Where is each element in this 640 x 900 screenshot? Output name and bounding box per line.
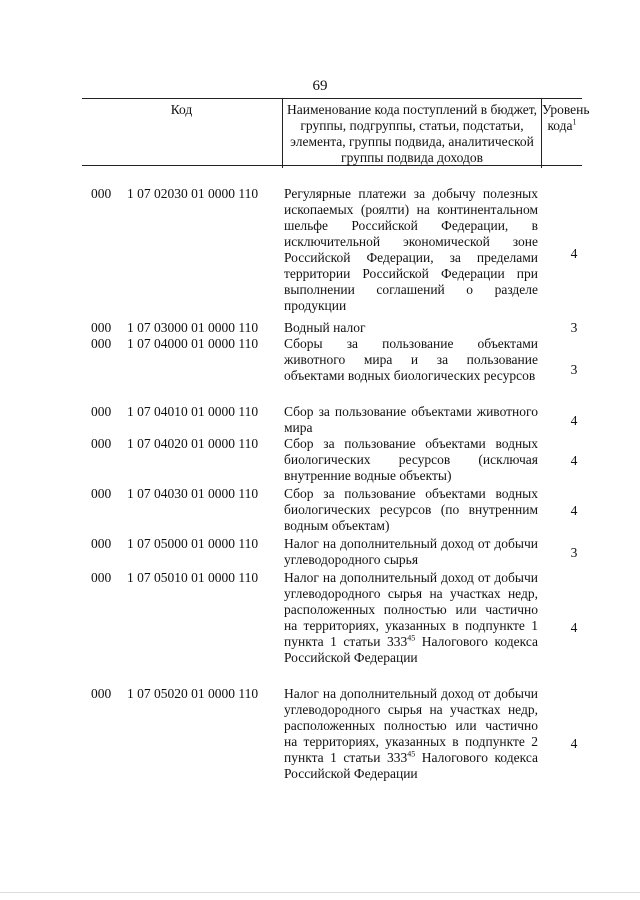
header-level-footnote: 1 [572, 117, 577, 127]
header-code: Код [170, 102, 193, 117]
row-code: 1 07 03000 01 0000 110 [127, 320, 259, 335]
row-code: 1 07 04030 01 0000 110 [127, 486, 259, 501]
row-level: 4 [570, 413, 578, 428]
row-prefix: 000 [91, 404, 112, 419]
row-name: Сбор за пользование объектами животного мира [284, 404, 538, 435]
row-name-superscript: 45 [407, 749, 416, 759]
row-name-text: Налог на дополнительный доход от добычи углеводородного сырья на участках недр, расположенных полностью или частично на территориях, указанных в подпункте 1 пункта 1 статьи 333 [284, 570, 538, 649]
row-name: Сборы за пользование объектами животного мира и за пользование объектами водных биологических ресурсов [284, 336, 538, 383]
row-code: 1 07 05000 01 0000 110 [127, 536, 259, 551]
row-name-text: Налог на дополнительный доход от добычи углеводородного сырья на участках недр, расположенных полностью или частично на территориях, указанных в подпункте 2 пункта 1 статьи 333 [284, 686, 538, 765]
row-level: 4 [570, 736, 578, 751]
row-prefix: 000 [91, 336, 112, 351]
row-prefix: 000 [91, 436, 112, 451]
header-level [542, 99, 590, 168]
row-level: 4 [570, 620, 578, 635]
header-name: Наименование кода поступлений в бюджет, группы, подгруппы, статьи, подстатьи, элемента, группы подвида, аналитической группы подвида доходов [282, 99, 542, 168]
row-name: Водный налог [284, 320, 366, 335]
row-prefix: 000 [91, 536, 112, 551]
row-level: 3 [570, 362, 578, 377]
row-name-superscript: 45 [407, 633, 416, 643]
row-prefix: 000 [91, 486, 112, 501]
row-name-text-end: Налогового кодекса Российской Федерации [284, 750, 538, 781]
header-level-label: Уровень кода [542, 102, 590, 133]
row-name [284, 570, 538, 666]
row-name-text-end: Налогового кодекса Российской Федерации [284, 634, 538, 665]
row-level: 3 [570, 320, 578, 335]
row-name [284, 686, 538, 782]
row-name: Налог на дополнительный доход от добычи углеводородного сырья [284, 536, 538, 567]
row-level: 4 [570, 503, 578, 518]
row-prefix: 000 [91, 320, 112, 335]
row-level: 4 [570, 453, 578, 468]
row-level: 3 [570, 545, 578, 560]
row-prefix: 000 [91, 570, 112, 585]
row-code: 1 07 04000 01 0000 110 [127, 336, 259, 351]
page-edge [0, 892, 640, 893]
row-code: 1 07 05020 01 0000 110 [127, 686, 259, 701]
row-code: 1 07 05010 01 0000 110 [127, 570, 259, 585]
row-code: 1 07 04010 01 0000 110 [127, 404, 259, 419]
row-name: Сбор за пользование объектами водных биологических ресурсов (исключая внутренние водные объекты) [284, 436, 538, 483]
row-name: Сбор за пользование объектами водных биологических ресурсов (по внутренним водным объектам) [284, 486, 538, 533]
row-name: Регулярные платежи за добычу полезных ископаемых (роялти) на континентальном шельфе Российской Федерации, в исключительной экономической зоне Российской Федерации, за пределами территории Российской Федерации при выполнении соглашений о разделе продукции [284, 186, 538, 313]
row-prefix: 000 [91, 686, 112, 701]
page-number: 69 [312, 78, 328, 94]
row-level: 4 [570, 246, 578, 261]
table-header [82, 98, 590, 166]
row-code: 1 07 04020 01 0000 110 [127, 436, 259, 451]
row-code: 1 07 02030 01 0000 110 [127, 186, 259, 201]
row-prefix: 000 [91, 186, 112, 201]
